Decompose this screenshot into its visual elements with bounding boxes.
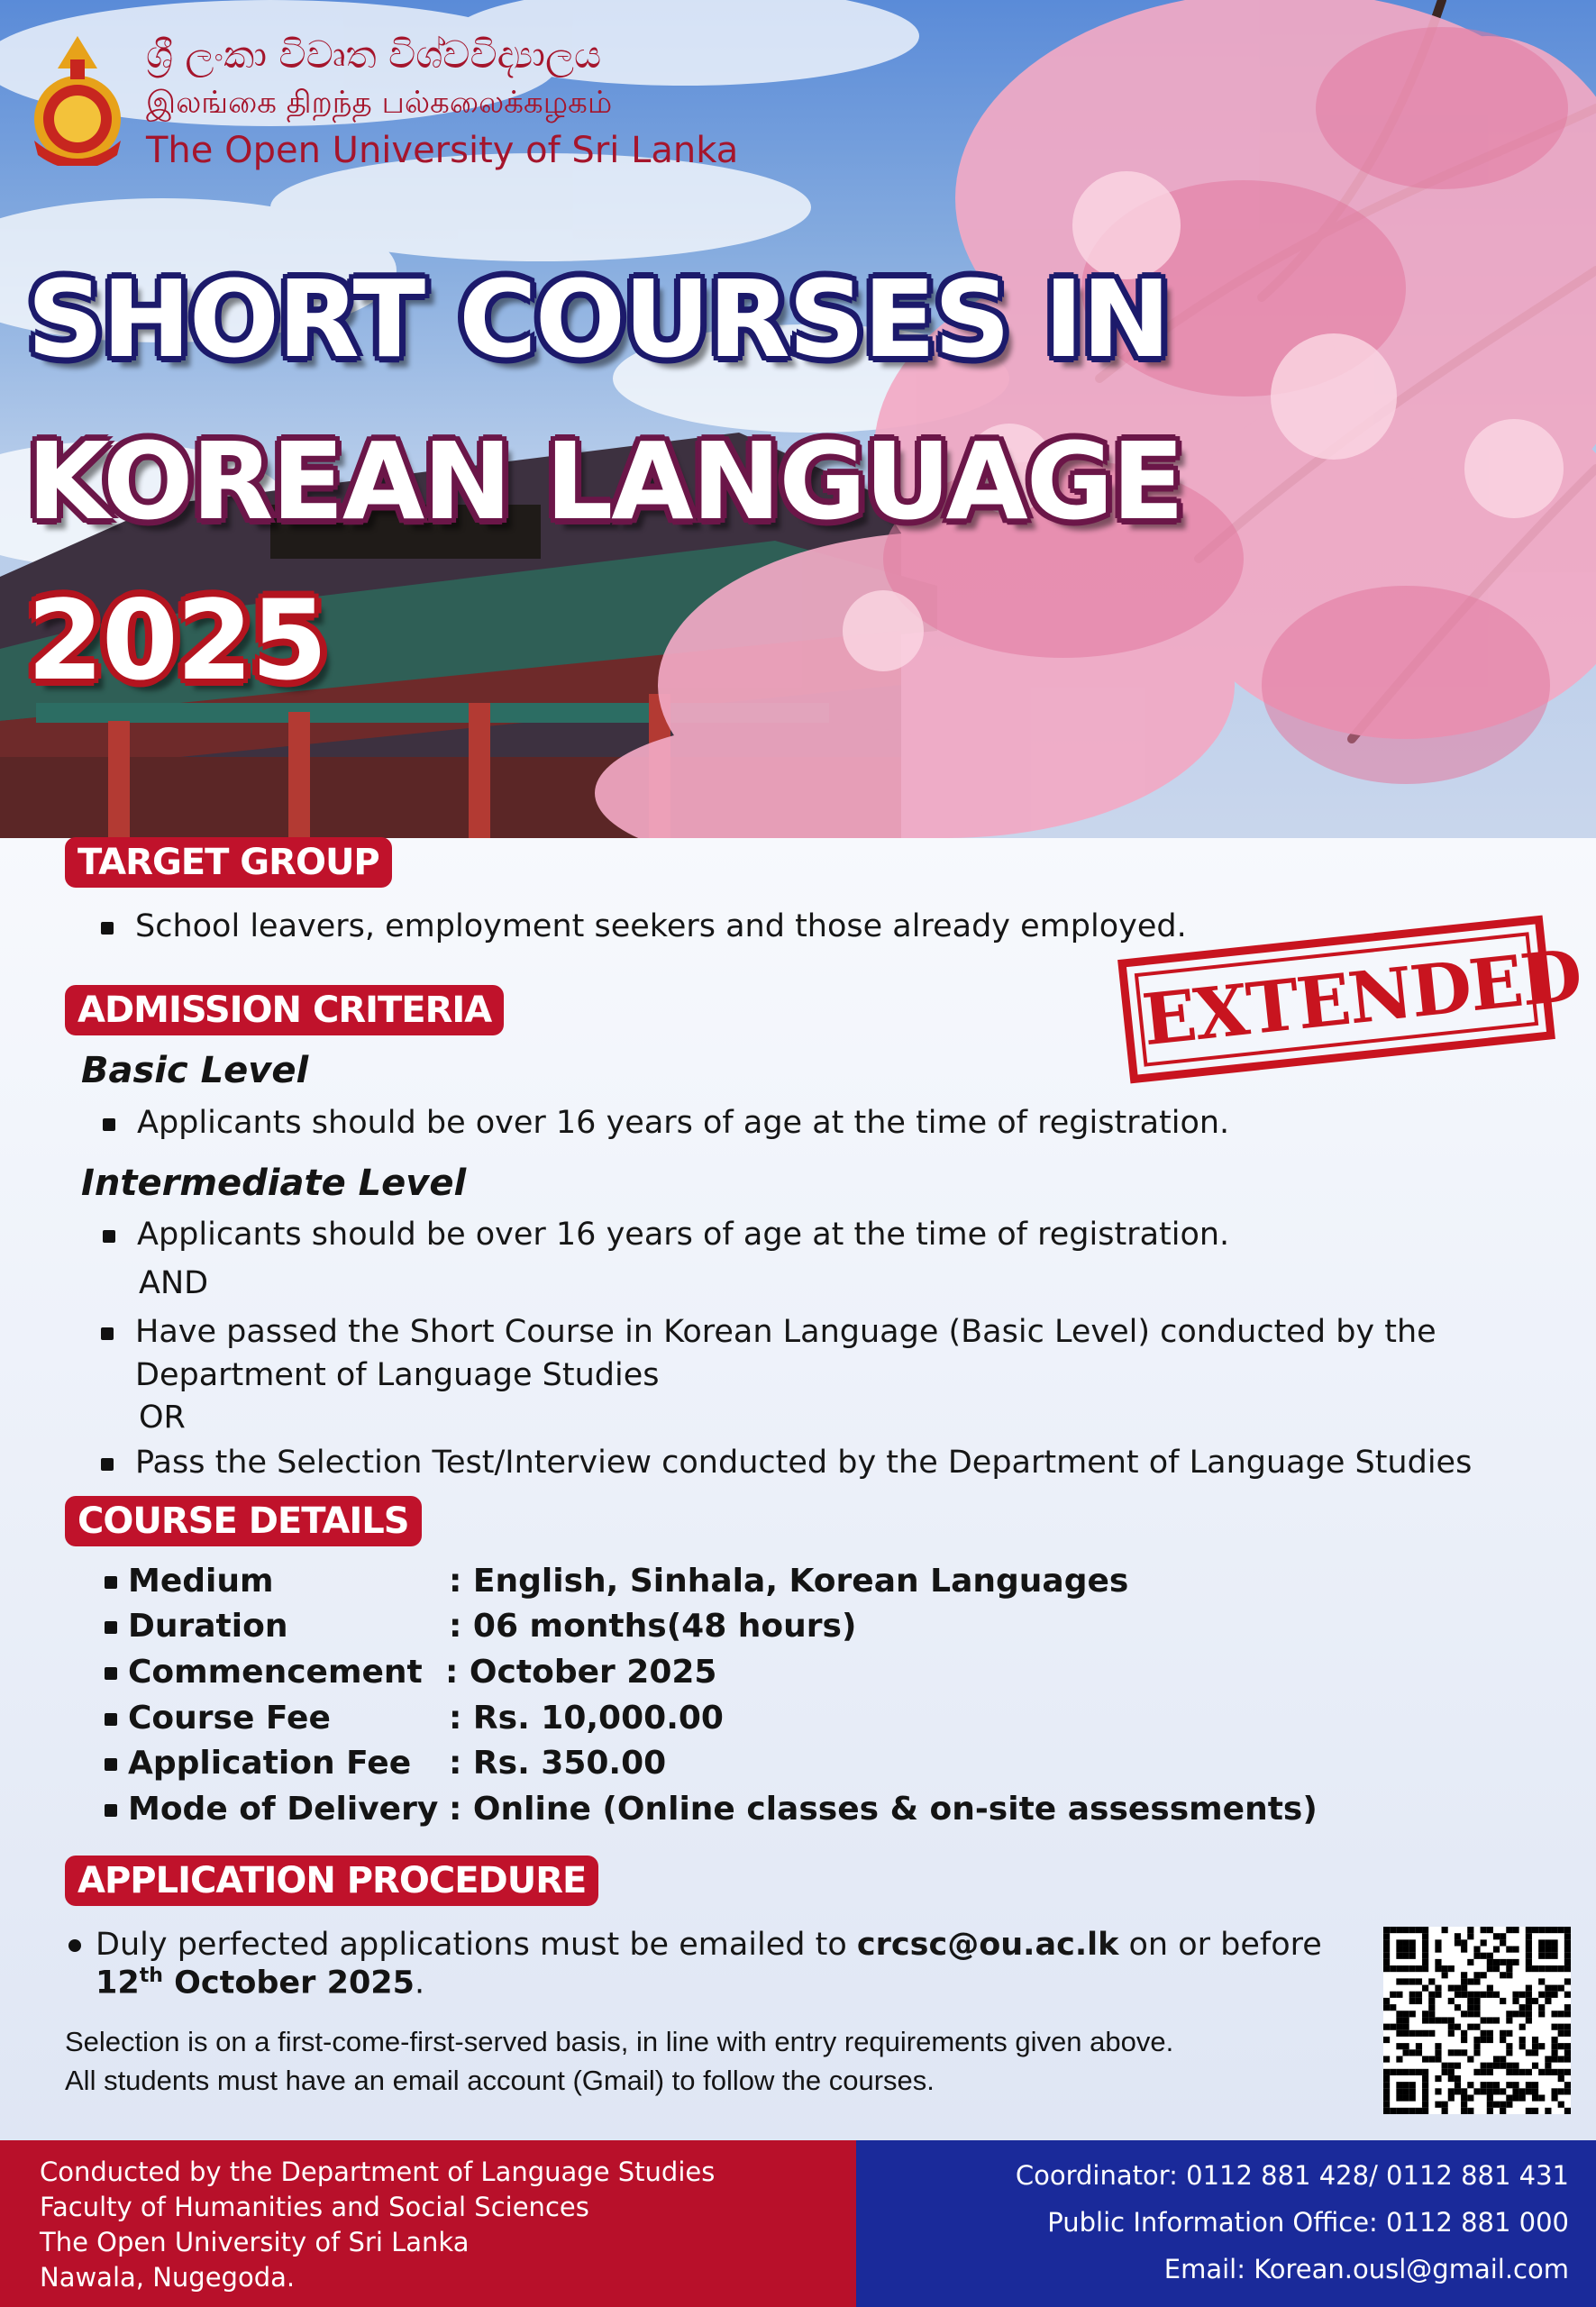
footer-university: The Open University of Sri Lanka — [40, 2227, 470, 2257]
footer-department-info — [0, 2140, 856, 2307]
detail-label: Application Fee — [128, 1745, 412, 1782]
footer-coordinator-phone[interactable]: Coordinator: 0112 881 428/ 0112 881 431 — [1015, 2160, 1569, 2191]
intermediate-item-passed-basic-cont: Department of Language Studies — [135, 1357, 660, 1393]
detail-label: Course Fee — [128, 1700, 331, 1737]
qr-code[interactable] — [1383, 1927, 1571, 2114]
deadline-day: 12 — [96, 1965, 140, 2002]
detail-label: Duration — [128, 1608, 288, 1645]
detail-value: : Online (Online classes & on-site assessments) — [449, 1791, 1318, 1828]
footer-public-info-phone[interactable]: Public Information Office: 0112 881 000 — [1047, 2207, 1569, 2238]
detail-value: : Rs. 10,000.00 — [449, 1700, 724, 1737]
detail-value: : Rs. 350.00 — [449, 1745, 667, 1782]
detail-row-commencement — [128, 1654, 716, 1691]
email-account-note: All students must have an email account (Gmail) to follow the courses. — [65, 2065, 935, 2096]
footer-contact-info — [856, 2140, 1596, 2307]
intermediate-item-passed-basic: Have passed the Short Course in Korean Language (Basic Level) conducted by the — [135, 1314, 1436, 1350]
procedure-deadline — [96, 1965, 424, 2002]
application-procedure-heading: APPLICATION PROCEDURE — [65, 1856, 598, 1906]
detail-label: Commencement — [128, 1654, 423, 1691]
deadline-suffix: th — [139, 1965, 163, 1987]
basic-level-item: Applicants should be over 16 years of age at the time of registration. — [137, 1105, 1230, 1141]
detail-row-duration — [128, 1608, 856, 1645]
university-name-sinhala: ශ්‍රී ලංකා විවෘත විශ්වවිද්‍යාලය — [146, 32, 602, 77]
footer-department: Conducted by the Department of Language Studies — [40, 2157, 716, 2187]
university-name-tamil: இலங்கை திறந்த பல்கலைக்கழகம் — [146, 85, 613, 121]
university-logo — [31, 32, 124, 166]
admission-criteria-heading: ADMISSION CRITERIA — [65, 985, 504, 1035]
selection-note: Selection is on a first-come-first-served basis, in line with entry requirements given above. — [65, 2026, 1174, 2057]
title-line-1: SHORT COURSES IN — [27, 257, 1170, 381]
target-group-heading: TARGET GROUP — [65, 837, 392, 888]
basic-level-title: Basic Level — [81, 1050, 309, 1091]
detail-label: Mode of Delivery — [128, 1791, 439, 1828]
procedure-email-instruction — [96, 1927, 1322, 1963]
detail-value: : English, Sinhala, Korean Languages — [449, 1563, 1129, 1600]
detail-value: : 06 months(48 hours) — [449, 1608, 857, 1645]
detail-row-mode-of-delivery — [128, 1791, 1318, 1828]
deadline-period: . — [415, 1965, 425, 2002]
extended-stamp-text: EXTENDED — [1135, 932, 1538, 1066]
course-details-heading: COURSE DETAILS — [65, 1496, 422, 1546]
footer-contact-email[interactable]: Email: Korean.ousl@gmail.com — [1163, 2254, 1569, 2284]
detail-row-medium — [128, 1563, 1128, 1600]
detail-row-application-fee — [128, 1745, 666, 1782]
detail-row-course-fee — [128, 1700, 724, 1737]
intermediate-item-selection-test: Pass the Selection Test/Interview conducted by the Department of Language Studies — [135, 1445, 1473, 1481]
title-line-2: KOREAN LANGUAGE — [27, 419, 1183, 543]
footer-address: Nawala, Nugegoda. — [40, 2262, 296, 2293]
university-name-english: The Open University of Sri Lanka — [146, 130, 739, 171]
target-group-item: School leavers, employment seekers and those already employed. — [135, 908, 1187, 944]
intermediate-item-age: Applicants should be over 16 years of age at the time of registration. — [137, 1217, 1230, 1253]
title-year: 2025 — [27, 577, 326, 705]
or-connector: OR — [139, 1400, 186, 1436]
footer-faculty: Faculty of Humanities and Social Sciences — [40, 2192, 589, 2222]
intermediate-level-title: Intermediate Level — [81, 1163, 467, 1204]
procedure-email-link[interactable]: crcsc@ou.ac.lk — [856, 1927, 1119, 1963]
detail-label: Medium — [128, 1563, 274, 1600]
university-names — [146, 31, 738, 175]
detail-value: : October 2025 — [445, 1654, 717, 1691]
hero-banner — [0, 0, 1596, 838]
procedure-text-after: on or before — [1118, 1927, 1322, 1963]
deadline-month-year: October 2025 — [162, 1965, 415, 2002]
and-connector: AND — [139, 1265, 209, 1301]
procedure-text-before: Duly perfected applications must be emailed to — [96, 1927, 857, 1963]
